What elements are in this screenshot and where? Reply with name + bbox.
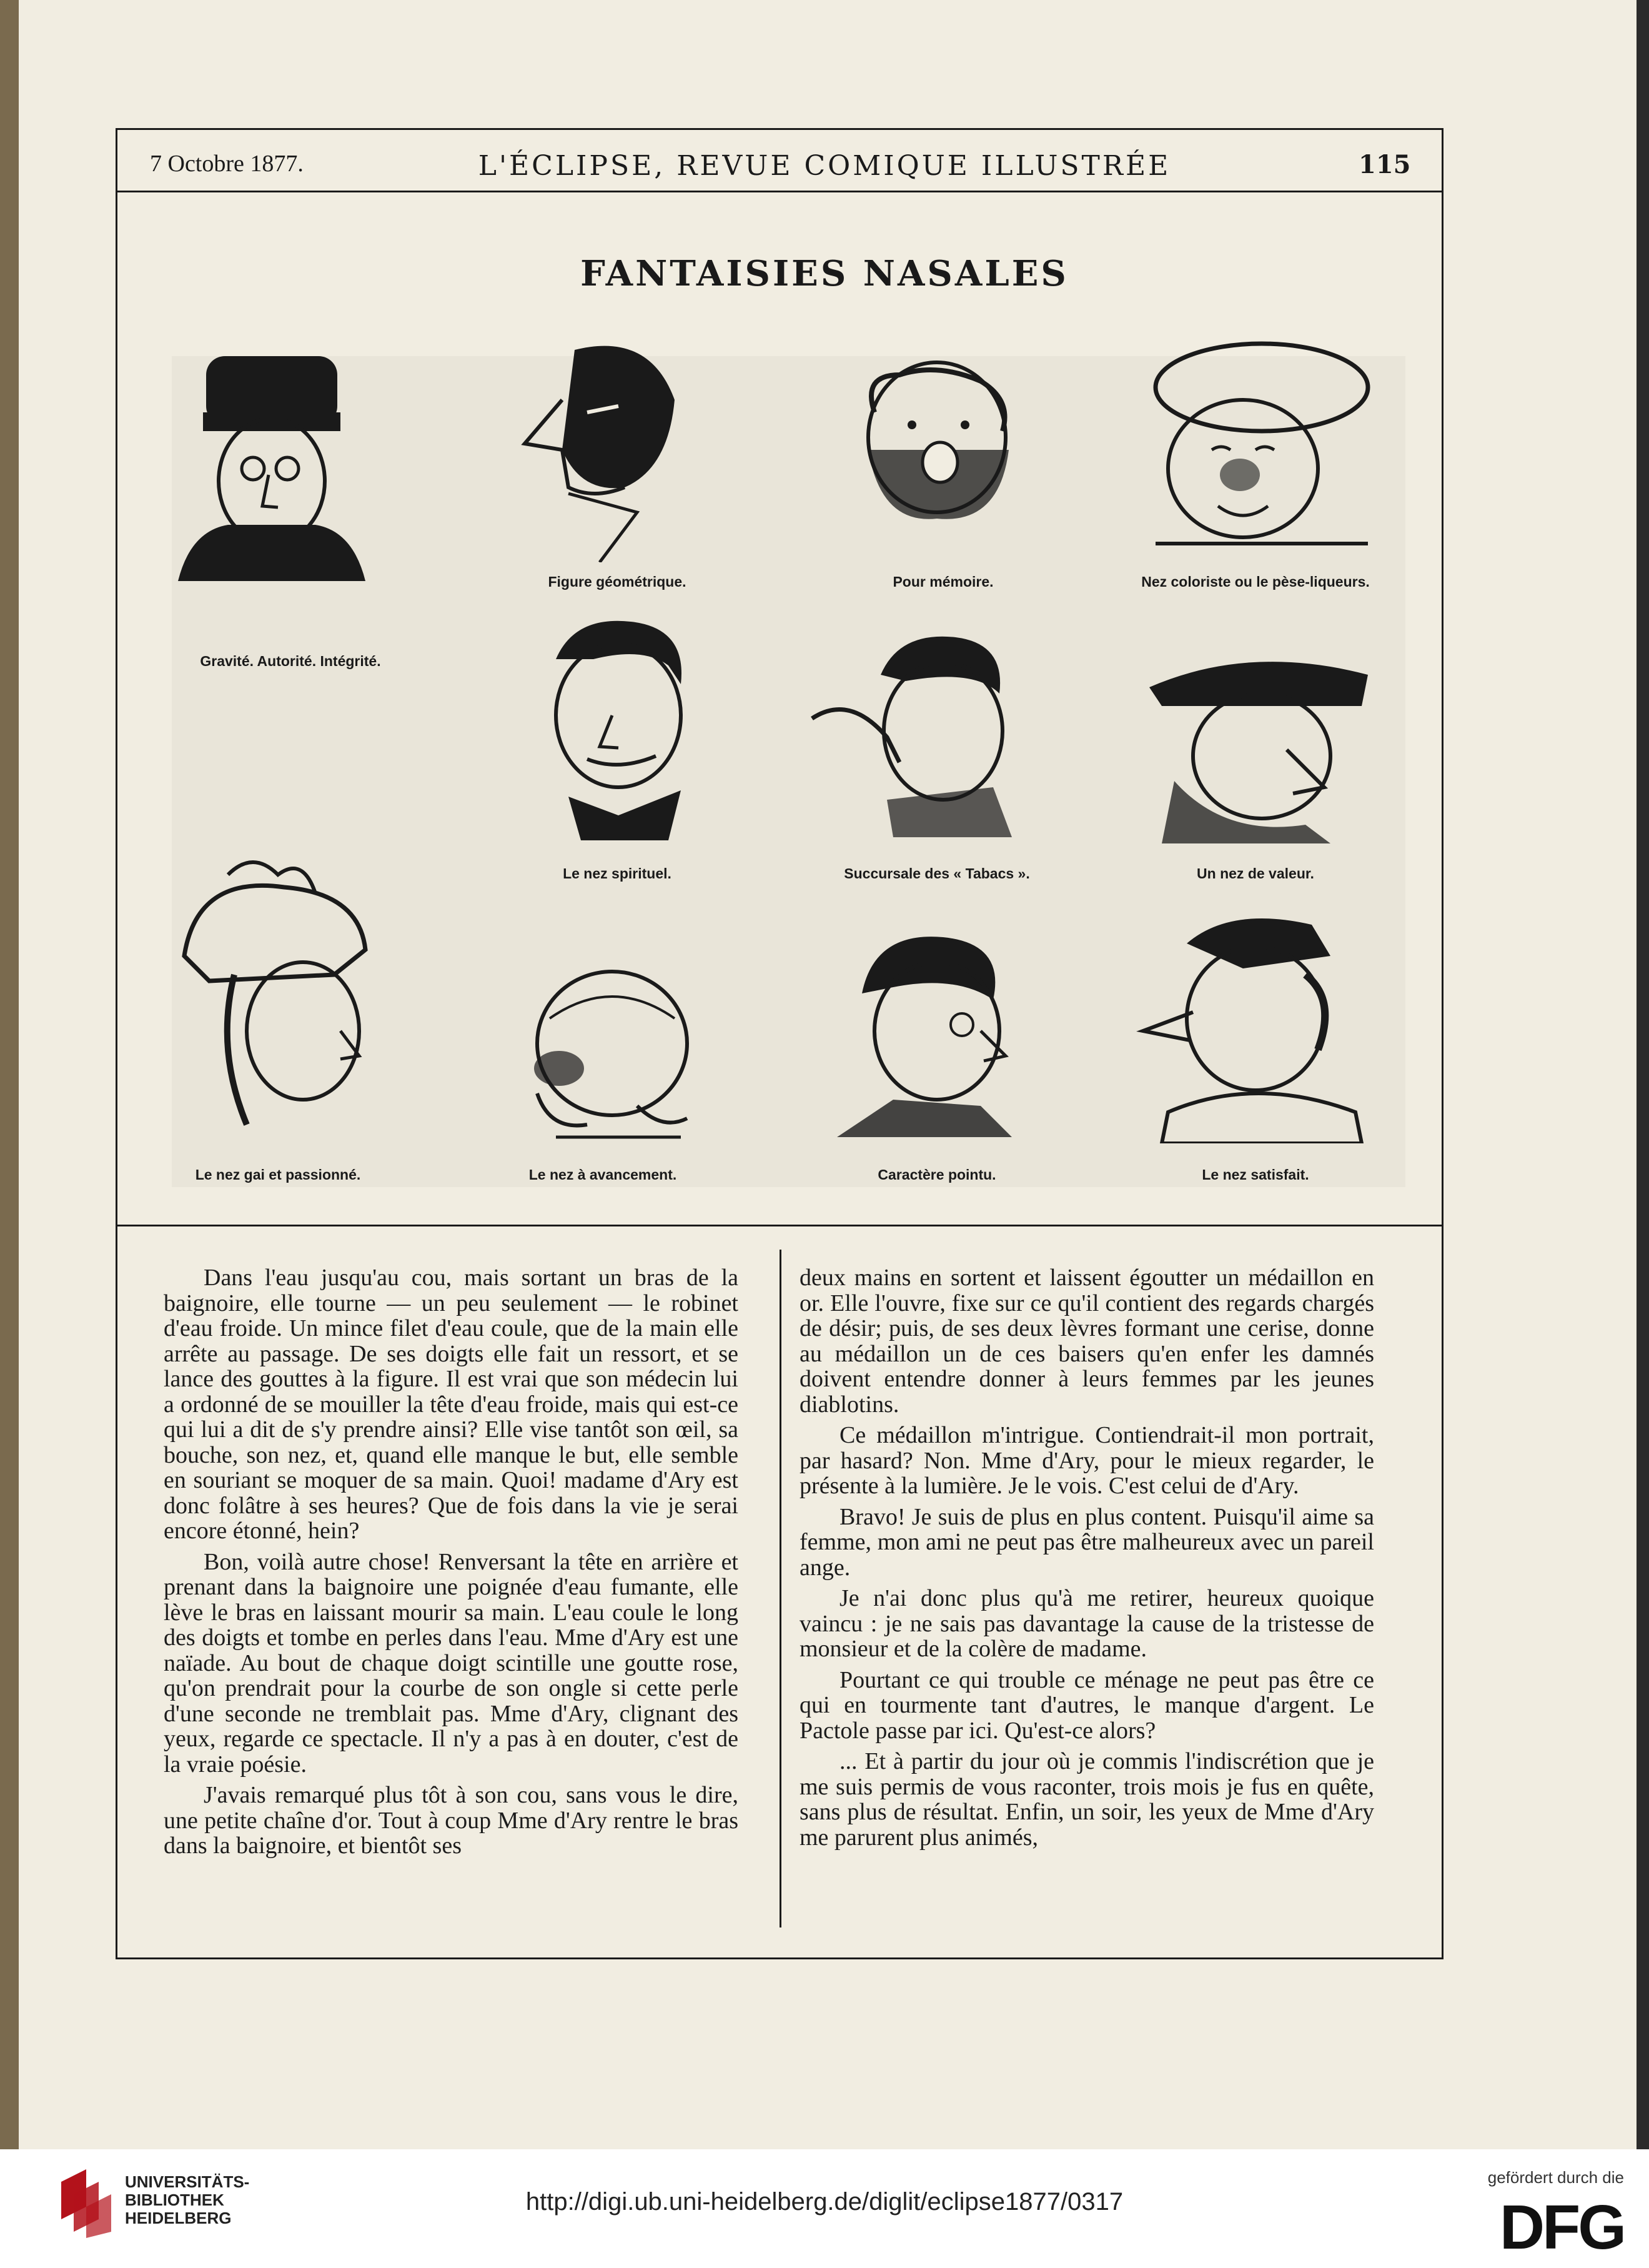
- caption-nez-de-valeur: Un nez de valeur.: [1197, 865, 1314, 882]
- caption-nez-avancement: Le nez à avancement.: [528, 1166, 677, 1183]
- portrait-cook: [1131, 331, 1393, 569]
- header-title: L'ÉCLIPSE, REVUE COMIQUE ILLUSTRÉE: [478, 150, 1171, 182]
- caption-nez-gai: Le nez gai et passionné.: [195, 1166, 361, 1183]
- header-page-number: 115: [1359, 150, 1411, 179]
- funding-note: gefördert durch die: [1487, 2168, 1624, 2187]
- paragraph: Ce médaillon m'intrigue. Contiendrait-il mon portrait, par hasard? Non. Mme d'Ary, pour le mieux regarder, le présente à la lumière. Je le vois. C'est celui de d'Ary.: [800, 1422, 1374, 1499]
- caption-gravite: Gravité. Autorité. Intégrité.: [200, 653, 381, 669]
- caption-nez-spirituel: Le nez spirituel.: [563, 865, 671, 882]
- left-column: [164, 1265, 738, 1864]
- section-title: FANTAISIES NASALES: [580, 253, 1069, 294]
- book-spine: [0, 0, 19, 2149]
- caption-succursale-tabacs: Succursale des « Tabacs ».: [844, 865, 1030, 882]
- paragraph: Bon, voilà autre chose! Renversant la tête en arrière et prenant dans la baignoire une poignée d'eau fumante, elle lève le bras en laissant mourir sa main. L'eau coule le long des doigts et tombe en perles dans l'eau. Mme d'Ary est une naïade. Au bout de chaque doigt scintille une goutte rose, qu'on prendrait pour la courbe de son ongle si cette perle d'une seconde ne tremblait pas. Mme d'Ary, clignant des yeux, regarde ce spectacle. Il n'y a pas à en douter, c'est de la vraie poésie.: [164, 1548, 738, 1778]
- paragraph: Je n'ai donc plus qu'à me retirer, heureux quoique vaincu : je ne sais pas davantage la cause de la tristesse de monsieur et de la colère de madame.: [800, 1585, 1374, 1662]
- portrait-tobacco: [793, 625, 1056, 837]
- paragraph: J'avais remarqué plus tôt à son cou, sans vous le dire, une petite chaîne d'or. Tout à coup Mme d'Ary rentre le bras dans la baignoire, et bientôt ses: [164, 1782, 738, 1859]
- portrait-memo: [831, 337, 1043, 575]
- portrait-pointed: [818, 918, 1043, 1143]
- caption-figure-geometrique: Figure géométrique.: [548, 574, 686, 590]
- library-name: UNIVERSITÄTS- BIBLIOTHEK HEIDELBERG: [125, 2172, 250, 2227]
- paragraph: ... Et à partir du jour où je commis l'indiscrétion que je me suis permis de vous raconter, trois mois je fus en quête, sans plus de résultat. Enfin, un soir, les yeux de Mme d'Ary me parurent plus animés,: [800, 1748, 1374, 1851]
- dfg-logo: DFG: [1499, 2192, 1624, 2262]
- paragraph: deux mains en sortent et laissent égoutter un médaillon en or. Elle l'ouvre, fixe sur ce qu'il contient des regards chargés de désir; puis, de ses deux lèvres formant une cerise, donne au médaillon un de ces baisers qu'en enfer les damnés doivent entendre donner à leurs femmes par les jeunes diablotins.: [800, 1265, 1374, 1418]
- column-rule: [780, 1250, 781, 1927]
- header-date: 7 Octobre 1877.: [150, 151, 304, 177]
- paragraph: Pourtant ce qui trouble ce ménage ne peut pas être ce qui en tourmente tant d'autres, le manque d'argent. Le Pactole passe par ici. Qu'est-ce alors?: [800, 1666, 1374, 1744]
- paragraph: Bravo! Je suis de plus en plus content. Puisqu'il aime sa femme, mon ami ne peut pas être malheureux avec un pareil ange.: [800, 1503, 1374, 1581]
- portrait-satisfied: [1131, 906, 1393, 1143]
- caption-nez-coloriste: Nez coloriste ou le pèse-liqueurs.: [1141, 574, 1370, 590]
- portrait-scholar: [153, 344, 428, 581]
- right-column: [800, 1265, 1374, 1856]
- caption-pour-memoire: Pour mémoire.: [893, 574, 994, 590]
- portrait-spiritual: [518, 609, 718, 840]
- portrait-advancement: [500, 962, 706, 1143]
- permalink[interactable]: http://digi.ub.uni-heidelberg.de/diglit/eclipse1877/0317: [525, 2188, 1124, 2216]
- portrait-woman: [159, 850, 397, 1137]
- portrait-geometric: [500, 325, 700, 562]
- caption-caractere-pointu: Caractère pointu.: [878, 1166, 996, 1183]
- section-rule: [116, 1225, 1443, 1226]
- portrait-value: [1124, 637, 1387, 843]
- caption-nez-satisfait: Le nez satisfait.: [1202, 1166, 1309, 1183]
- paragraph: Dans l'eau jusqu'au cou, mais sortant un bras de la baignoire, elle tourne — un peu seulement — le robinet d'eau froide. Un mince filet d'eau coule, que de la main elle arrête au passage. De ses doigts elle fait un ressort, et se lance des gouttes à la figure. Il est vrai que son médecin lui a ordonné de se mouiller la tête d'eau froide, mais qui est-ce qui lui a dit de s'y prendre ainsi? Elle vise tantôt son œil, sa bouche, son nez, et, quand elle manque le but, elle semble en souriant se moquer de sa main. Quoi! madame d'Ary est donc folâtre à ses heures? Que de fois dans la vie je serai encore étonné, hein?: [164, 1265, 738, 1544]
- header-rule: [116, 191, 1443, 192]
